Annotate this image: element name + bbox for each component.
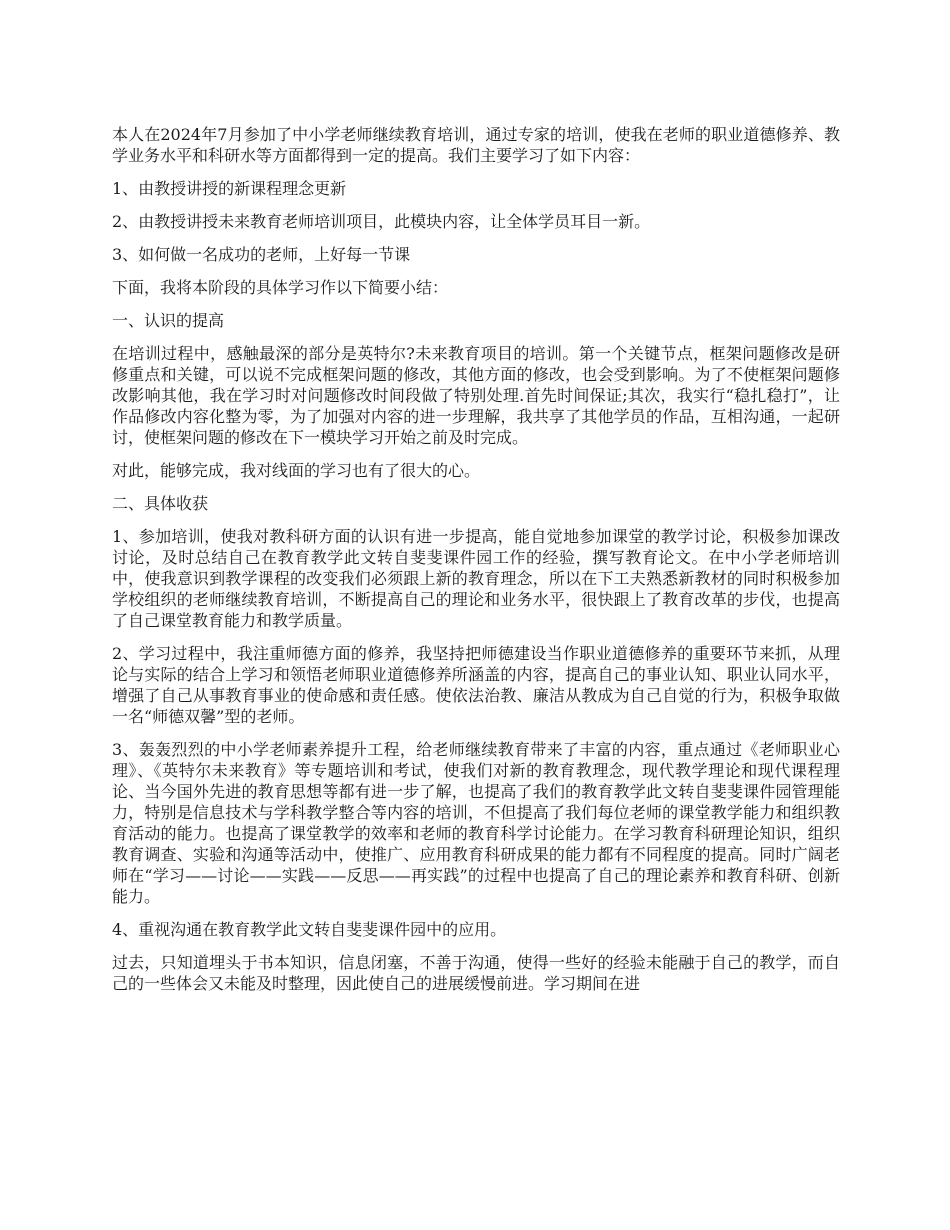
- section-1-paragraph: 在培训过程中，感触最深的部分是英特尔?未来教育项目的培训。第一个关键节点，框架问题修改是研修重点和关键，可以说不完成框架问题的修改，其他方面的修改，也会受到影响。为了不使框架问题修改影响其他，我在学习时对问题修改时间段做了特别处理.首先时间保证;其次，我实行“稳扎稳打”，让作品修改内容化整为零，为了加强对内容的进一步理解，我共享了其他学员的作品，互相沟通，一起研讨，使框架问题的修改在下一模块学习开始之前及时完成。: [112, 344, 840, 447]
- gain-paragraph-4: 4、重视沟通在教育教学此文转自斐斐课件园中的应用。: [112, 920, 507, 939]
- list-item-2: 2、由教授讲授未来教育老师培训项目，此模块内容，让全体学员耳目一新。: [112, 212, 651, 231]
- list-item-1: 1、由教授讲授的新课程理念更新: [112, 179, 347, 198]
- gain-paragraph-3: 3、轰轰烈烈的中小学老师素养提升工程，给老师继续教育带来了丰富的内容，重点通过《老师职业心理》、《英特尔未来教育》等专题培训和考试，使我们对新的教育教理念，现代教学理论和现代课程理论、当今国外先进的教育思想等都有进一步了解，也提高了我们的教育教学此文转自斐斐课件园管理能力，特别是信息技术与学科教学整合等内容的培训，不但提高了我们每位老师的课堂教学能力和组织教育活动的能力。也提高了课堂教学的效率和老师的教育科学讨论能力。在学习教育科研理论知识，组织教育调查、实验和沟通等活动中，使推广、应用教育科研成果的能力都有不同程度的提高。同时广阔老师在“学习——讨论——实践——反思——再实践”的过程中也提高了自己的理论素养和教育科研、创新能力。: [112, 740, 840, 906]
- section-heading-2: 二、具体收获: [112, 494, 209, 513]
- summary-intro: 下面，我将本阶段的具体学习作以下简要小结：: [112, 278, 449, 297]
- section-heading-1: 一、认识的提高: [112, 311, 225, 330]
- section-1-conclusion: 对此，能够完成，我对线面的学习也有了很大的心。: [112, 461, 481, 480]
- document-body: [112, 124, 840, 1006]
- gain-paragraph-1: 1、参加培训，使我对教科研方面的认识有进一步提高，能自觉地参加课堂的教学讨论，积极参加课改讨论，及时总结自己在教育教学此文转自斐斐课件园工作的经验，撰写教育论文。在中小学老师培训中，使我意识到教学课程的改变我们必须跟上新的教育理念，所以在下工夫熟悉新教材的同时积极参加学校组织的老师继续教育培训，不断提高自己的理论和业务水平，很快跟上了教育改革的步伐，也提高了自己课堂教育能力和教学质量。: [112, 527, 840, 630]
- list-item-3: 3、如何做一名成功的老师，上好每一节课: [112, 245, 411, 264]
- gain-paragraph-4-detail: 过去，只知道埋头于书本知识，信息闭塞，不善于沟通，使得一些好的经验未能融于自己的教学，而自己的一些体会又未能及时整理，因此使自己的进展缓慢前进。学习期间在进: [112, 953, 840, 993]
- intro-paragraph: 本人在2024年7月参加了中小学老师继续教育培训，通过专家的培训，使我在老师的职业道德修养、教学业务水平和科研水等方面都得到一定的提高。我们主要学习了如下内容：: [112, 125, 840, 165]
- gain-paragraph-2: 2、学习过程中，我注重师德方面的修养，我坚持把师德建设当作职业道德修养的重要环节来抓，从理论与实际的结合上学习和领悟老师职业道德修养所涵盖的内容，提高自己的事业认知、职业认同水平，增强了自己从事教育事业的使命感和责任感。使依法治教、廉洁从教成为自己自觉的行为，积极争取做一名“师德双馨”型的老师。: [112, 644, 840, 726]
